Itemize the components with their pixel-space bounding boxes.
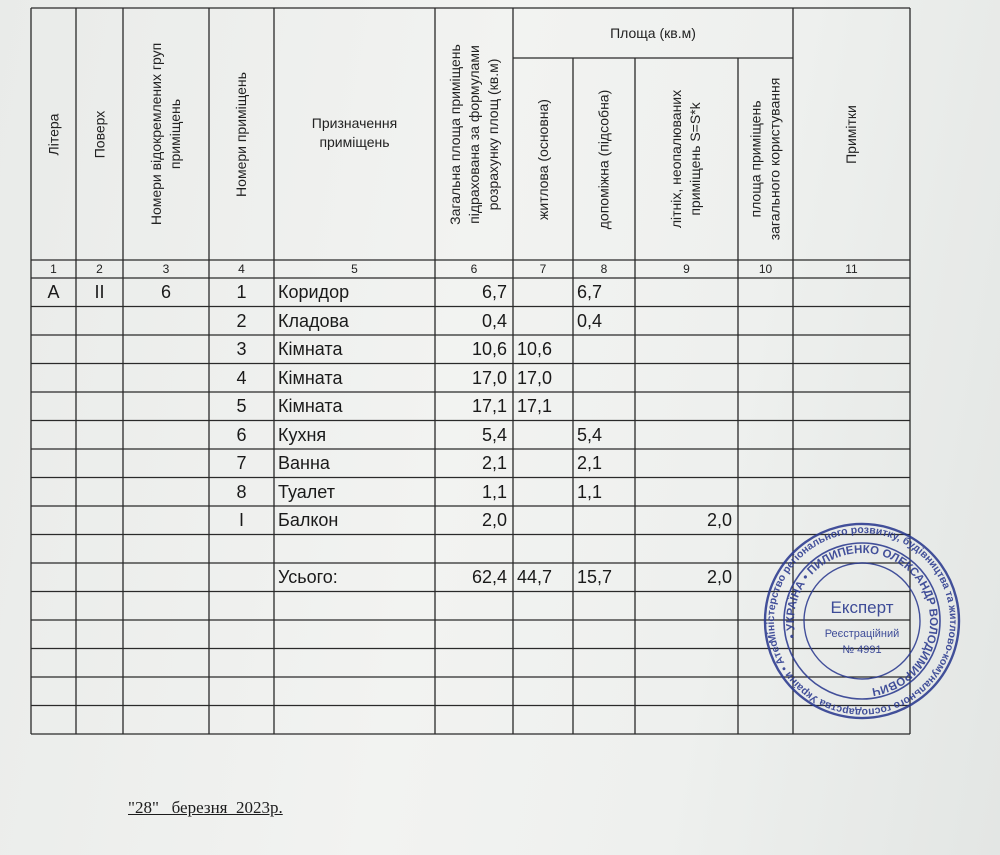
column-number: 7 — [539, 262, 547, 276]
header-total-area — [435, 8, 513, 260]
table-cell-total: 0,4 — [481, 310, 507, 331]
header-label: Загальна площа приміщень підрахована за формулами розрахунку площ (кв.м) — [446, 43, 501, 225]
header-label: площа приміщень загального користування — [747, 77, 783, 241]
table-cell-purpose: Кімната — [278, 367, 343, 388]
table-cell-aux: 15,7 — [577, 567, 613, 587]
table-cell-num: 7 — [236, 453, 247, 473]
table-cell-aux: 6,7 — [577, 282, 603, 302]
header-common — [738, 58, 793, 260]
table-cell-living: 44,7 — [517, 567, 553, 587]
table-cell-num: 5 — [236, 396, 247, 416]
table-cell-num: 6 — [236, 424, 247, 445]
table-cell-purpose: Ванна — [278, 453, 330, 473]
header-purpose: Призначення приміщень — [311, 115, 398, 150]
header-label: Номери приміщень — [233, 71, 249, 197]
table-cell-total: 2,0 — [481, 510, 507, 530]
table-cell-aux: 1,1 — [577, 481, 603, 502]
header-litera — [31, 8, 76, 260]
table-cell-aux: 0,4 — [577, 310, 603, 331]
header-label: Поверх — [91, 110, 108, 158]
table-cell-total: 17,0 — [471, 367, 507, 388]
column-number: 8 — [600, 262, 608, 276]
header-poverkh — [76, 8, 123, 260]
stamp-outer-text: Міністерство регіонального розвитку, будівництва та житлово-комунального господарства України • Атестаційна — [764, 523, 960, 719]
header-auxiliary — [573, 58, 635, 260]
table-cell-purpose: Балкон — [278, 510, 339, 530]
table-cell-total: 10,6 — [471, 339, 507, 359]
table-cell-aux: 2,1 — [577, 453, 603, 473]
table-cell-summer: 2,0 — [706, 567, 732, 587]
table-cell-living: 17,1 — [517, 396, 553, 416]
header-living — [513, 58, 573, 260]
table-cell-num: І — [238, 510, 244, 530]
table-cell-total: 6,7 — [481, 282, 507, 302]
column-number: 9 — [683, 262, 690, 276]
table-cell-num: 2 — [236, 310, 247, 331]
table-cell-num: 8 — [236, 481, 247, 502]
table-cell-total: 5,4 — [481, 424, 507, 445]
table-cell-purpose: Туалет — [278, 481, 335, 502]
table-cell-litera: А — [47, 282, 60, 302]
header-label: літніх, неопалюваних приміщень S=S*k — [668, 89, 704, 229]
column-number: 2 — [96, 262, 103, 276]
column-number: 1 — [50, 262, 57, 276]
header-label: житлова (основна) — [534, 98, 551, 220]
header-label: Літера — [44, 113, 61, 155]
table-cell-living: 17,0 — [517, 367, 553, 388]
table-cell-summer: 2,0 — [706, 510, 732, 530]
header-room-numbers — [209, 8, 274, 260]
table-cell-total: 62,4 — [471, 567, 507, 587]
document-date: "28" березня 2023р. — [128, 798, 283, 817]
column-number: 10 — [758, 262, 773, 276]
table-cell-aux: 5,4 — [577, 424, 603, 445]
column-number: 6 — [470, 262, 478, 276]
table-cell-total: 2,1 — [481, 453, 507, 473]
stamp-title: Експерт — [830, 598, 894, 617]
table-cell-purpose: Кухня — [278, 424, 327, 445]
header-summer — [635, 58, 738, 260]
table-cell-purpose: Кімната — [278, 339, 343, 359]
column-number: 3 — [162, 262, 170, 276]
column-number: 4 — [238, 262, 245, 276]
table-cell-total: 1,1 — [481, 481, 507, 502]
table-cell-purpose: Усього: — [278, 567, 338, 587]
stamp-reg-label: Реєстраційний — [824, 628, 900, 640]
header-group-numbers — [123, 8, 209, 260]
table-cell-purpose: Коридор — [278, 282, 350, 302]
header-label: допоміжна (підсобна) — [595, 89, 612, 229]
header-label: Примітки — [842, 104, 859, 164]
table-cell-num: 1 — [236, 282, 247, 302]
table-cell-group: 6 — [160, 282, 171, 302]
stamp-reg-number: № 4991 — [842, 644, 882, 656]
column-number: 11 — [845, 262, 858, 276]
header-notes — [793, 8, 910, 260]
header-area-group: Площа (кв.м) — [610, 25, 696, 41]
column-number: 5 — [351, 262, 358, 276]
table-cell-purpose: Кімната — [278, 396, 343, 416]
table-cell-living: 10,6 — [517, 339, 553, 359]
table-cell-num: 3 — [236, 339, 247, 359]
table-cell-total: 17,1 — [471, 396, 507, 416]
table-cell-num: 4 — [236, 367, 247, 388]
expert-seal-stamp — [762, 521, 962, 721]
table-cell-purpose: Кладова — [278, 310, 349, 331]
stamp-inner-text: • УКРАЇНА • ПИЛИПЕНКО ОЛЕКСАНДР ВОЛОДИМИРОВИЧ — [784, 543, 940, 698]
table-cell-floor: ІІ — [94, 282, 105, 302]
header-label: Номери відокремлених груп приміщень — [148, 42, 183, 226]
